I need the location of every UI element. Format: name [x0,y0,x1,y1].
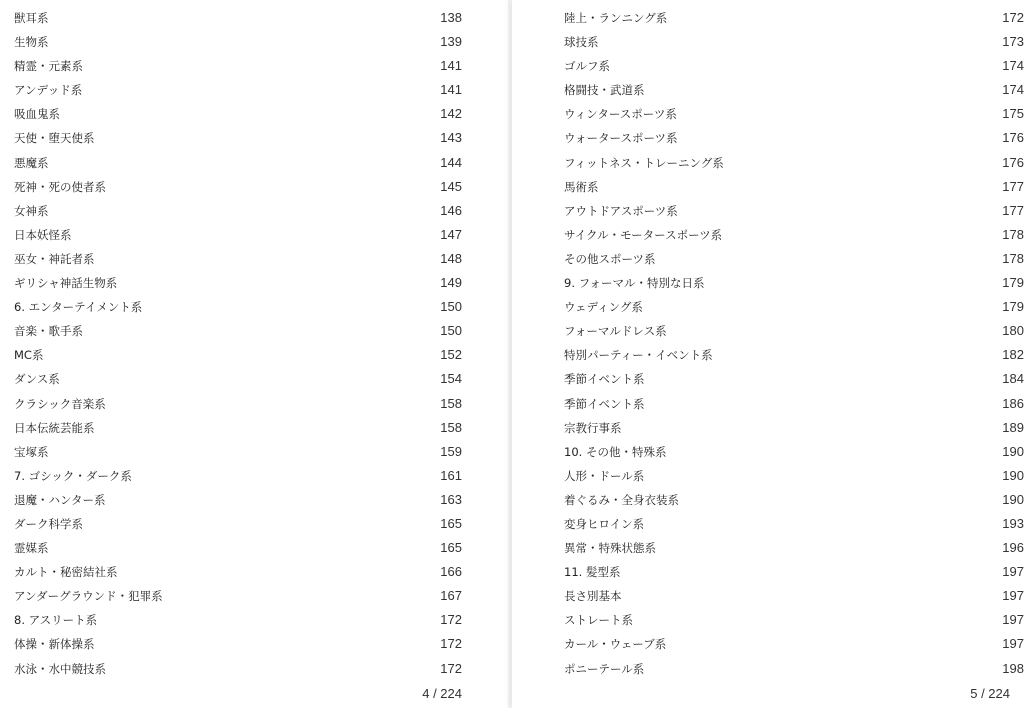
toc-entry-title: 日本妖怪系 [14,227,72,242]
toc-entry-page-number: 148 [440,250,462,266]
toc-entry[interactable] [564,30,1024,54]
toc-entry[interactable] [14,584,462,608]
toc-entry[interactable] [14,367,462,391]
toc-entry-page-number: 173 [1002,34,1024,50]
toc-entry-page-number: 197 [1002,612,1024,628]
toc-entry-page-number: 177 [1002,202,1024,218]
toc-entry[interactable] [14,6,462,30]
toc-entry-title: アンデッド系 [14,83,83,98]
toc-entry-page-number: 150 [440,323,462,339]
toc-entry-title: 馬術系 [564,179,599,194]
toc-entry-page-number: 172 [1002,10,1024,25]
toc-entry[interactable] [564,151,1024,175]
toc-entry-page-number: 141 [440,82,462,98]
toc-entry[interactable] [14,54,462,78]
toc-entry[interactable] [14,560,462,584]
toc-entry-page-number: 172 [440,660,462,676]
toc-entry-page-number: 174 [1002,82,1024,98]
toc-entry-page-number: 141 [440,58,462,74]
toc-entry[interactable] [564,247,1024,271]
toc-entry[interactable] [14,440,462,464]
toc-entry-page-number: 180 [1002,323,1024,339]
toc-entry[interactable] [564,632,1024,656]
toc-entry[interactable] [564,343,1024,367]
toc-entry[interactable] [14,126,462,150]
toc-entry-title: 女神系 [14,203,49,218]
toc-entry-title: 球技系 [564,35,599,50]
toc-entry[interactable] [564,126,1024,150]
toc-entry-title: ダーク科学系 [14,516,83,531]
toc-entry[interactable] [564,560,1024,584]
toc-entry-page-number: 190 [1002,443,1024,459]
toc-entry-title: 陸上・ランニング系 [564,11,668,25]
toc-entry-page-number: 165 [440,540,462,556]
toc-entry[interactable] [14,295,462,319]
toc-entry-title: カルト・秘密結社系 [14,565,118,580]
toc-entry-page-number: 179 [1002,275,1024,291]
toc-entry-title: 水泳・水中競技系 [14,661,106,676]
toc-entry-title: MC系 [14,348,44,363]
toc-entry[interactable] [14,343,462,367]
toc-entry-page-number: 189 [1002,419,1024,435]
toc-entry[interactable] [14,512,462,536]
toc-entry-page-number: 149 [440,275,462,291]
toc-entry-title: ダンス系 [14,372,60,387]
toc-entry[interactable] [564,199,1024,223]
toc-entry[interactable] [14,102,462,126]
toc-entry-page-number: 196 [1002,540,1024,556]
toc-entry-page-number: 139 [440,34,462,50]
toc-entry[interactable] [14,78,462,102]
toc-entry[interactable] [564,608,1024,632]
toc-entry-page-number: 152 [440,347,462,363]
toc-entry-title: サイクル・モータースポーツ系 [564,227,723,242]
toc-entry-page-number: 144 [440,154,462,170]
toc-entry[interactable] [564,295,1024,319]
right-page-indicator: 5 / 224 [970,686,1010,701]
toc-entry-page-number: 175 [1002,106,1024,122]
toc-entry-title: 格闘技・武道系 [564,83,645,98]
toc-entry[interactable] [564,6,1024,30]
toc-entry-title: フィットネス・トレーニング系 [564,155,724,170]
toc-entry[interactable] [14,416,462,440]
toc-entry-title: フォーマルドレス系 [564,324,667,339]
toc-entry-title: アウトドアスポーツ系 [564,203,678,218]
toc-entry[interactable] [14,271,462,295]
toc-entry-page-number: 158 [440,395,462,411]
toc-entry[interactable] [14,30,462,54]
toc-entry-page-number: 172 [440,636,462,652]
toc-entry-title: ウィンタースポーツ系 [564,107,677,122]
toc-entry[interactable] [564,440,1024,464]
left-toc-list [14,6,462,681]
toc-entry-page-number: 165 [440,515,462,531]
toc-entry[interactable] [564,584,1024,608]
toc-entry-page-number: 154 [440,371,462,387]
right-page [512,0,1024,708]
toc-entry-title: 悪魔系 [14,155,49,170]
toc-entry-page-number: 166 [440,564,462,580]
toc-entry[interactable] [14,175,462,199]
toc-entry-page-number: 142 [440,106,462,122]
toc-entry-title: ストレート系 [564,613,633,628]
toc-entry-page-number: 161 [440,467,462,483]
toc-entry-title: 季節イベント系 [564,396,645,411]
toc-entry-title: 霊媒系 [14,541,49,556]
toc-entry-title: ポニーテール系 [564,661,645,676]
toc-entry-title: カール・ウェーブ系 [564,637,667,652]
toc-entry-title: 9. フォーマル・特別な日系 [564,276,705,291]
toc-entry-title: 11. 髪型系 [564,565,621,580]
left-page [0,0,508,708]
toc-entry-title: ゴルフ系 [564,59,610,74]
toc-entry[interactable] [564,319,1024,343]
toc-entry-title: 精霊・元素系 [14,59,83,74]
toc-entry-page-number: 146 [440,202,462,218]
toc-entry-page-number: 193 [1002,515,1024,531]
toc-entry[interactable] [564,175,1024,199]
toc-entry-page-number: 176 [1002,130,1024,146]
toc-entry[interactable] [564,488,1024,512]
toc-entry-page-number: 197 [1002,588,1024,604]
toc-entry[interactable] [14,632,462,656]
toc-entry-page-number: 159 [440,443,462,459]
toc-entry-title: 6. エンターテイメント系 [14,300,143,315]
toc-entry[interactable] [14,223,462,247]
toc-entry-page-number: 198 [1002,660,1024,676]
toc-entry-title: ウェディング系 [564,300,643,315]
toc-entry[interactable] [564,464,1024,488]
toc-entry-title: 7. ゴシック・ダーク系 [14,468,132,483]
toc-entry[interactable] [564,367,1024,391]
toc-entry-title: 生物系 [14,35,49,50]
toc-entry[interactable] [564,657,1024,681]
toc-entry[interactable] [14,392,462,416]
toc-entry-title: 特別パーティー・イベント系 [564,348,713,363]
toc-entry-title: ギリシャ神話生物系 [14,276,118,291]
toc-entry[interactable] [564,271,1024,295]
toc-entry-page-number: 138 [440,10,462,25]
toc-entry-title: 10. その他・特殊系 [564,444,667,459]
toc-entry-title: 天使・堕天使系 [14,131,95,146]
toc-entry[interactable] [564,223,1024,247]
toc-entry-title: 宗教行事系 [564,420,622,435]
toc-entry-page-number: 178 [1002,226,1024,242]
toc-entry[interactable] [14,199,462,223]
toc-entry[interactable] [14,536,462,560]
toc-entry-page-number: 182 [1002,347,1024,363]
toc-entry-title: 巫女・神託者系 [14,251,95,266]
toc-entry-page-number: 178 [1002,250,1024,266]
toc-entry-title: 変身ヒロイン系 [564,516,645,531]
toc-entry-title: 宝塚系 [14,444,49,459]
toc-entry[interactable] [14,464,462,488]
toc-entry[interactable] [14,608,462,632]
toc-entry-page-number: 163 [440,491,462,507]
toc-entry-title: 長さ別基本 [564,589,622,604]
toc-entry-title: その他スポーツ系 [564,251,656,266]
toc-entry-page-number: 190 [1002,491,1024,507]
toc-entry-title: ウォータースポーツ系 [564,131,678,146]
toc-entry-page-number: 150 [440,299,462,315]
toc-entry[interactable] [564,416,1024,440]
toc-entry-title: 死神・死の使者系 [14,179,106,194]
toc-entry-page-number: 167 [440,588,462,604]
toc-entry-title: 日本伝統芸能系 [14,420,95,435]
toc-entry-page-number: 174 [1002,58,1024,74]
toc-entry-title: 季節イベント系 [564,372,645,387]
toc-entry[interactable] [564,536,1024,560]
toc-entry-title: 音楽・歌手系 [14,324,83,339]
toc-entry-page-number: 147 [440,226,462,242]
toc-entry-page-number: 176 [1002,154,1024,170]
toc-entry[interactable] [14,247,462,271]
toc-entry-page-number: 158 [440,419,462,435]
toc-entry-title: 人形・ドール系 [564,468,645,483]
toc-entry-page-number: 190 [1002,467,1024,483]
toc-entry[interactable] [564,54,1024,78]
toc-entry-page-number: 143 [440,130,462,146]
toc-entry[interactable] [14,657,462,681]
toc-entry-title: 体操・新体操系 [14,637,95,652]
toc-entry[interactable] [564,102,1024,126]
right-toc-list [564,6,1024,681]
toc-entry[interactable] [14,488,462,512]
toc-entry-page-number: 179 [1002,299,1024,315]
toc-entry-title: 異常・特殊状態系 [564,541,656,556]
toc-entry-page-number: 197 [1002,564,1024,580]
toc-entry-page-number: 184 [1002,371,1024,387]
toc-entry-title: 退魔・ハンター系 [14,492,106,507]
toc-entry-page-number: 197 [1002,636,1024,652]
toc-entry-title: 獣耳系 [14,11,49,25]
toc-entry[interactable] [14,151,462,175]
toc-entry-title: 8. アスリート系 [14,613,98,628]
toc-entry-title: 着ぐるみ・全身衣装系 [564,492,679,507]
left-page-indicator: 4 / 224 [422,686,462,701]
toc-entry[interactable] [564,392,1024,416]
toc-entry-page-number: 145 [440,178,462,194]
toc-entry-title: アンダーグラウンド・犯罪系 [14,589,163,604]
toc-entry[interactable] [564,512,1024,536]
toc-entry[interactable] [14,319,462,343]
toc-entry-page-number: 172 [440,612,462,628]
toc-entry-title: 吸血鬼系 [14,107,60,122]
toc-entry-page-number: 186 [1002,395,1024,411]
toc-entry[interactable] [564,78,1024,102]
toc-entry-title: クラシック音楽系 [14,396,106,411]
toc-entry-page-number: 177 [1002,178,1024,194]
